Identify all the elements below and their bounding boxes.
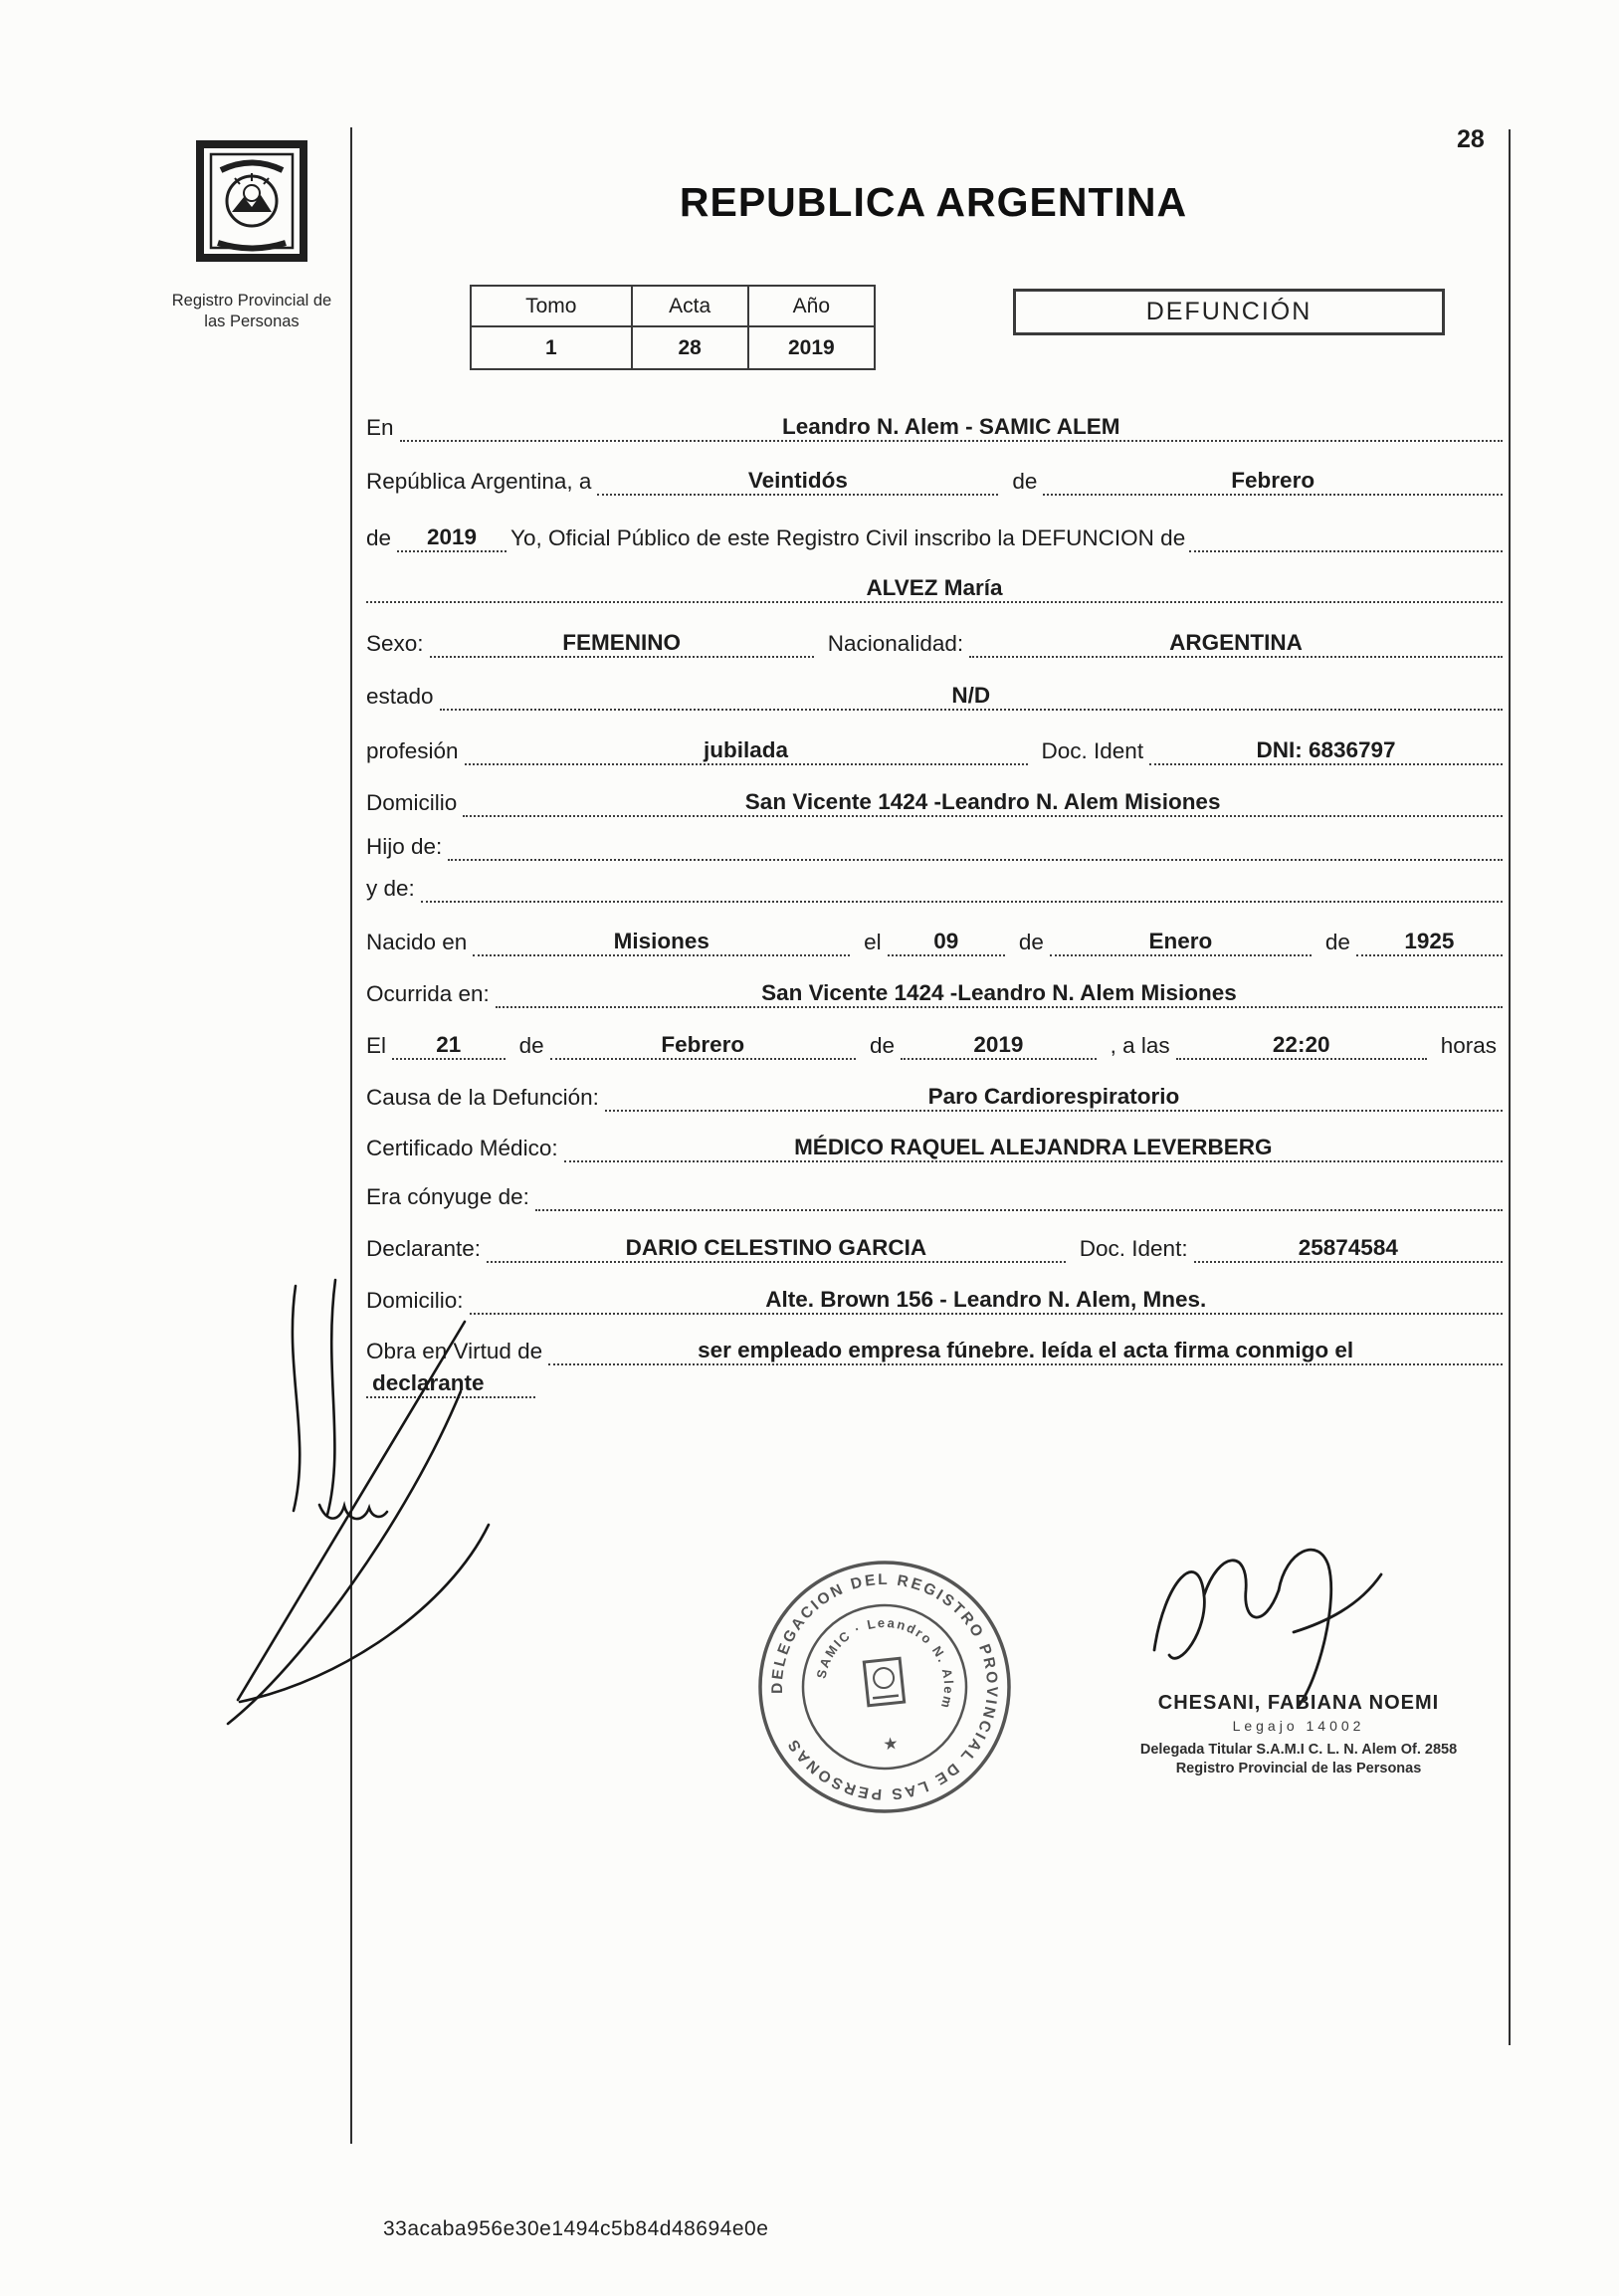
page-number: 28 (1457, 125, 1485, 153)
causa-value: Paro Cardiorespiratorio (605, 1084, 1503, 1112)
a-las-label: , a las (1110, 1033, 1170, 1058)
form-row-anio-oficial (366, 496, 1503, 552)
form-row-estado (366, 658, 1503, 711)
domicilio-label: Domicilio (366, 790, 458, 815)
form-row-fecha-defuncion (366, 1008, 1503, 1060)
doc-type-box: DEFUNCIÓN (1013, 289, 1445, 335)
sexo-label: Sexo: (366, 631, 424, 656)
form-row-conyuge (366, 1162, 1503, 1211)
nacido-dia-value: 09 (888, 929, 1005, 956)
nacido-label: Nacido en (366, 930, 468, 954)
profesion-value: jubilada (465, 737, 1028, 765)
registrar-legajo: Legajo 14002 (1232, 1718, 1365, 1734)
stamp-star-icon: ★ (882, 1733, 900, 1755)
declarante-value: DARIO CELESTINO GARCIA (487, 1235, 1066, 1263)
certificate-form (366, 390, 1503, 1398)
record-table-value-acta: 28 (633, 327, 749, 368)
left-margin-rule (350, 127, 352, 2144)
stamp-center-emblem (864, 1658, 904, 1706)
de-label-5: de (518, 1033, 544, 1058)
record-table-value-anio: 2019 (788, 335, 835, 359)
declarante-label: Declarante: (366, 1236, 482, 1261)
record-table-value-tomo: 1 (472, 327, 633, 368)
form-row-certificado (366, 1112, 1503, 1162)
en-label: En (366, 415, 394, 440)
y-de-label: y de: (366, 876, 415, 901)
conyuge-label: Era cónyuge de: (366, 1184, 529, 1209)
registrar-signature (1124, 1521, 1403, 1720)
decl-domicilio-label: Domicilio: (366, 1288, 464, 1313)
form-row-ocurrida (366, 956, 1503, 1008)
nacido-mes-value: Enero (1050, 929, 1312, 956)
date-day-word-value: Veintidós (597, 468, 998, 496)
form-row-domicilio (366, 765, 1503, 817)
provincial-seal-logo (191, 139, 312, 267)
obra-label: Obra en Virtud de (366, 1339, 543, 1363)
nacionalidad-label: Nacionalidad: (827, 631, 964, 656)
nacido-lugar-value: Misiones (473, 929, 850, 956)
document-title: REPUBLICA ARGENTINA (679, 179, 1188, 225)
ocurrida-lugar-value: San Vicente 1424 -Leandro N. Alem Misiones (496, 980, 1503, 1008)
obra-texto-value: ser empleado empresa fúnebre. leída el acta firma conmigo el (548, 1338, 1503, 1365)
republica-label: República Argentina, a (366, 469, 592, 494)
de-label-2: de (366, 525, 392, 550)
record-table (470, 285, 876, 370)
horas-label: horas (1440, 1033, 1497, 1058)
org-name (157, 291, 346, 333)
causa-label: Causa de la Defunción: (366, 1085, 599, 1110)
registry-round-stamp (741, 1544, 1028, 1830)
decl-doc-value: 25874584 (1194, 1235, 1503, 1263)
def-hora-value: 22:20 (1176, 1032, 1427, 1060)
nacido-anio-value: 1925 (1356, 929, 1503, 956)
doc-ident-value: DNI: 6836797 (1149, 737, 1503, 765)
registrar-name: CHESANI, FABIANA NOEMI (1157, 1692, 1440, 1714)
de-label-1: de (1012, 469, 1038, 494)
form-row-profesion-doc (366, 711, 1503, 765)
form-row-sexo-nacionalidad (366, 603, 1503, 658)
place-registered-value: Leandro N. Alem - SAMIC ALEM (400, 414, 1503, 442)
hijo-de-value (448, 859, 1503, 861)
certificado-value: MÉDICO RAQUEL ALEJANDRA LEVERBERG (564, 1135, 1503, 1162)
record-table-header-anio: Año (749, 287, 874, 327)
estado-label: estado (366, 684, 434, 709)
form-row-fecha-acta (366, 442, 1503, 496)
ocurrida-label: Ocurrida en: (366, 981, 490, 1006)
oficial-tail-fill (1189, 550, 1503, 552)
declarant-signature (224, 1274, 652, 1752)
stamp-outer-text: DELEGACION DEL REGISTRO PROVINCIAL DE LAS PERSONAS (768, 1570, 1001, 1803)
decl-domicilio-value: Alte. Brown 156 - Leandro N. Alem, Mnes. (470, 1287, 1503, 1315)
sexo-value: FEMENINO (430, 630, 814, 658)
hijo-de-label: Hijo de: (366, 834, 443, 859)
de-label-3: de (1018, 930, 1044, 954)
record-table-header-acta: Acta (633, 287, 749, 327)
stamp-inner-text: SAMIC · Leandro N. Alem (813, 1614, 957, 1712)
deceased-name-value: ALVEZ María (366, 575, 1503, 603)
registrar-title-line: Delegada Titular S.A.M.I C. L. N. Alem Of. 2858 (1139, 1742, 1458, 1758)
conyuge-value (535, 1209, 1503, 1211)
footer-hash: 33acaba956e30e1494c5b84d48694e0e (383, 2217, 769, 2240)
obra-texto2-value: declarante (366, 1370, 535, 1398)
date-year-value: 2019 (397, 524, 506, 552)
el-label: el (864, 930, 882, 954)
form-row-hijo-de (366, 817, 1503, 861)
date-month-value: Febrero (1043, 468, 1503, 496)
decl-doc-label: Doc. Ident: (1079, 1236, 1188, 1261)
record-table-header-tomo: Tomo (472, 287, 633, 327)
letterhead-left (157, 139, 346, 333)
estado-value: N/D (440, 683, 1503, 711)
def-mes-value: Febrero (550, 1032, 856, 1060)
certificado-label: Certificado Médico: (366, 1136, 558, 1160)
nacionalidad-value: ARGENTINA (969, 630, 1503, 658)
registrar-org-line: Registro Provincial de las Personas (1175, 1761, 1422, 1776)
oficial-text: Yo, Oficial Público de este Registro Civil inscribo la DEFUNCION de (510, 525, 1186, 550)
y-de-value (421, 901, 1503, 903)
el2-label: El (366, 1033, 387, 1058)
form-row-nacimiento (366, 903, 1503, 956)
def-anio-value: 2019 (901, 1032, 1097, 1060)
domicilio-value: San Vicente 1424 -Leandro N. Alem Misiones (463, 789, 1503, 817)
registrar-block (1067, 1692, 1530, 1776)
org-name-line2: las Personas (204, 313, 300, 331)
form-row-nombre (366, 552, 1503, 603)
form-row-declarante (366, 1211, 1503, 1263)
profesion-label: profesión (366, 738, 459, 763)
org-name-line1: Registro Provincial de (171, 292, 332, 310)
form-row-y-de (366, 861, 1503, 903)
form-row-en (366, 390, 1503, 442)
form-row-causa (366, 1060, 1503, 1112)
de-label-6: de (870, 1033, 896, 1058)
de-label-4: de (1324, 930, 1350, 954)
doc-ident-label: Doc. Ident (1041, 738, 1144, 763)
def-dia-value: 21 (392, 1032, 506, 1060)
